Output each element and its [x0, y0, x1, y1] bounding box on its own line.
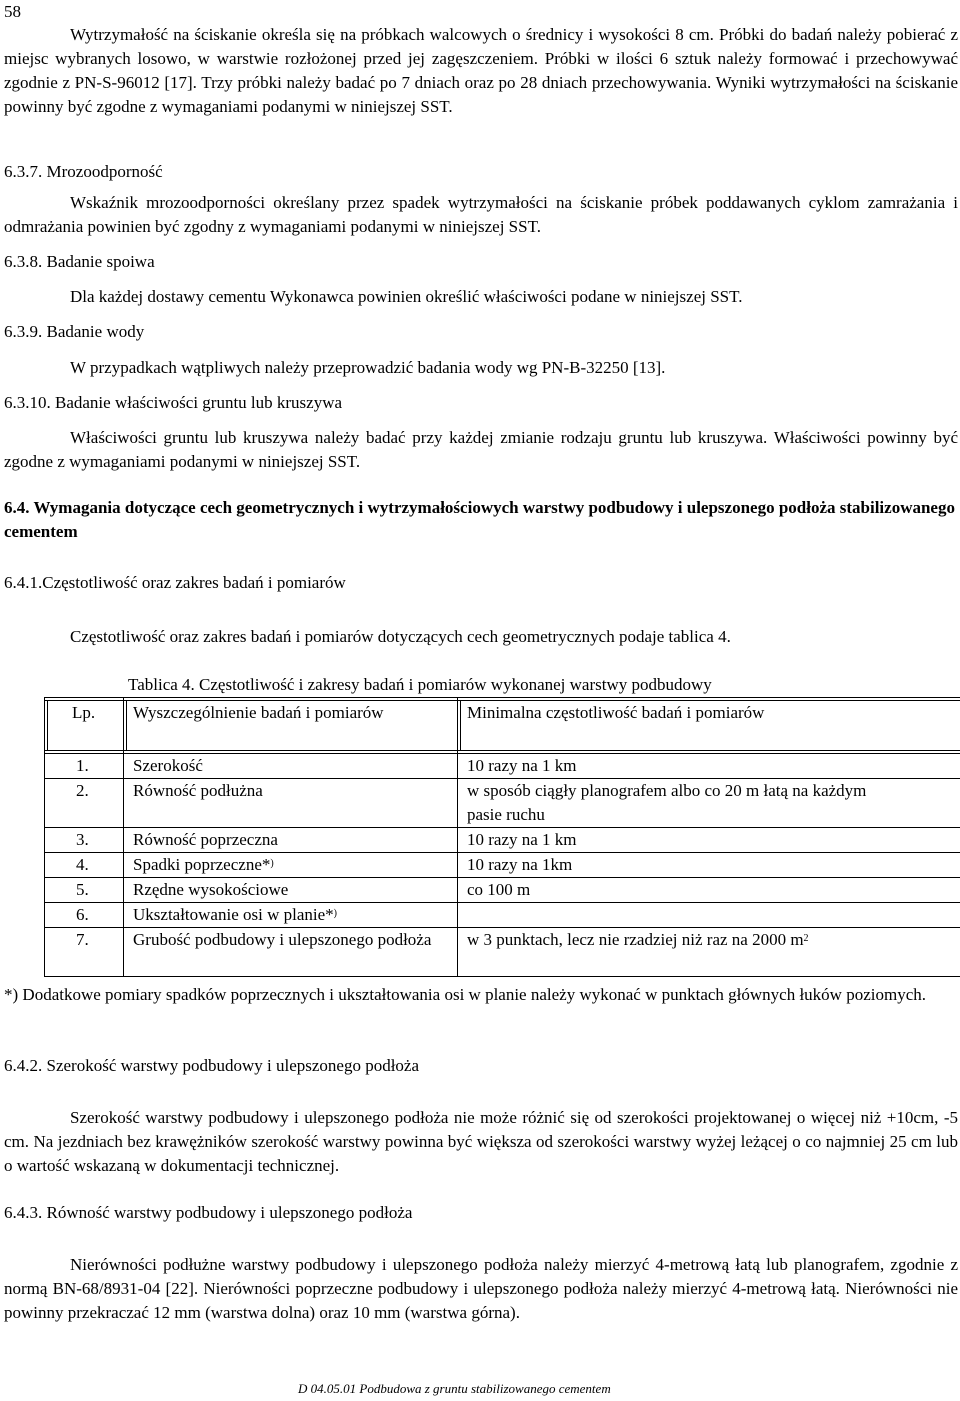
table-row-7-lp: 7. — [76, 930, 89, 949]
section-642-text: Szerokość warstwy podbudowy i ulepszonego podłoża nie może różnić się od szerokości projektowanej o więcej niż +10cm, -5 cm. Na jezdniach bez krawężników szerokość warstwy powinna być większa od szerokości warstwy wyżej leżącej o co najmniej 25 cm lub o wartość wskazaną w dokumentacji technicznej. — [4, 1108, 958, 1175]
table-row-2-lp: 2. — [76, 781, 89, 800]
table-4 — [44, 697, 960, 982]
table-row-5-freq: co 100 m — [467, 880, 531, 899]
table-row-4-lp: 4. — [76, 855, 89, 874]
table-row-7-freq: w 3 punktach, lecz nie rzadziej niż raz na 2000 $m^2$ — [467, 930, 809, 949]
table-4-caption: Tablica 4. Częstotliwość i zakresy badań i pomiarów wykonanej warstwy podbudowy — [128, 675, 712, 694]
table-row-3-freq: 10 razy na 1 km — [467, 830, 577, 849]
table-row-5-name: Rzędne wysokościowe — [133, 880, 289, 899]
section-6310-heading: 6.3.10. Badanie właściwości gruntu lub kruszywa — [4, 393, 343, 412]
intro-paragraph: Wytrzymałość na ściskanie określa się na próbkach walcowych o średnicy i wysokości 8 cm. Próbki do badań należy pobierać z miejsc wybranych losowo, w warstwie rozłożonej przed jej zagęszczeniem. Próbki w ilości 6 sztuk należy formować i przechowywać zgodnie z PN-S-96012 [17]. Trzy próbki należy badać po 7 dniach oraz po 28 dniach przechowywania. Wyniki wytrzymałości na ściskanie powinny być zgodne z wymaganiami podanymi w niniejszej SST. — [4, 25, 958, 116]
section-641-text: Częstotliwość oraz zakres badań i pomiarów dotyczących cech geometrycznych podaje tablica 4. — [70, 627, 731, 646]
section-639-heading: 6.3.9. Badanie wody — [4, 322, 145, 341]
section-641-heading: 6.4.1.Częstotliwość oraz zakres badań i pomiarów — [4, 573, 346, 592]
table-header-frequency: Minimalna częstotliwość badań i pomiarów — [467, 703, 765, 722]
page-footer: D 04.05.01 Podbudowa z gruntu stabilizowanego cementem — [298, 1381, 611, 1396]
section-637-text: Wskaźnik mrozoodporności określany przez spadek wytrzymałości na ściskanie próbek poddawanych cyklom zamrażania i odmrażania powinien być zgodny z wymaganiami podanymi w niniejszej SST. — [4, 193, 958, 236]
table-row-1-name: Szerokość — [133, 756, 203, 775]
section-643-text: Nierówności podłużne warstwy podbudowy i ulepszonego podłoża należy mierzyć 4-metrową łatą lub planografem, zgodnie z normą BN-68/8931-04 [22]. Nierówności poprzeczne podbudowy i ulepszonego podłoża należy mierzyć 4-metrową łatą. Nierówności nie powinny przekraczać 12 mm (warstwa dolna) oraz 10 mm (warstwa górna). — [4, 1255, 958, 1322]
table-row-1-lp: 1. — [76, 756, 89, 775]
section-638-heading: 6.3.8. Badanie spoiwa — [4, 252, 155, 271]
table-row-6-name: Ukształtowanie osi w planie*) — [133, 905, 337, 924]
table-header-lp: Lp. — [72, 703, 96, 722]
section-643-heading: 6.4.3. Równość warstwy podbudowy i ulepszonego podłoża — [4, 1203, 413, 1222]
page-number: 58 — [4, 2, 21, 21]
table-row-3-name: Równość poprzeczna — [133, 830, 278, 849]
table-row-1-freq: 10 razy na 1 km — [467, 756, 577, 775]
section-64-heading: 6.4. Wymagania dotyczące cech geometrycznych i wytrzymałościowych warstwy podbudowy i ulepszonego podłoża stabilizowanego cementem — [4, 498, 955, 541]
table-row-6-lp: 6. — [76, 905, 89, 924]
section-638-text: Dla każdej dostawy cementu Wykonawca powinien określić właściwości podane w niniejszej SST. — [70, 287, 743, 306]
table-row-5-lp: 5. — [76, 880, 89, 899]
section-639-text: W przypadkach wątpliwych należy przeprowadzić badania wody wg PN-B-32250 [13]. — [70, 358, 666, 377]
table-row-7-name: Grubość podbudowy i ulepszonego podłoża — [133, 930, 432, 949]
section-6310-text: Właściwości gruntu lub kruszywa należy badać przy każdej zmianie rodzaju gruntu lub kruszywa. Właściwości powinny być zgodne z wymaganiami podanymi w niniejszej SST. — [4, 428, 958, 471]
table-row-3-lp: 3. — [76, 830, 89, 849]
table-row-2-freq: w sposób ciągły planografem albo co 20 m łatą na każdym pasie ruchu — [467, 781, 867, 824]
table-4-footnote: *) Dodatkowe pomiary spadków poprzecznych i ukształtowania osi w planie należy wykonać w punktach głównych łuków poziomych. — [4, 985, 927, 1004]
table-row-2-name: Równość podłużna — [133, 781, 263, 800]
table-row-4-freq: 10 razy na 1km — [467, 855, 573, 874]
table-header-name: Wyszczególnienie badań i pomiarów — [133, 703, 384, 722]
table-row-4-name: Spadki poprzeczne*) — [133, 855, 274, 874]
section-637-heading: 6.3.7. Mrozoodporność — [4, 162, 163, 181]
section-642-heading: 6.4.2. Szerokość warstwy podbudowy i ulepszonego podłoża — [4, 1056, 420, 1075]
